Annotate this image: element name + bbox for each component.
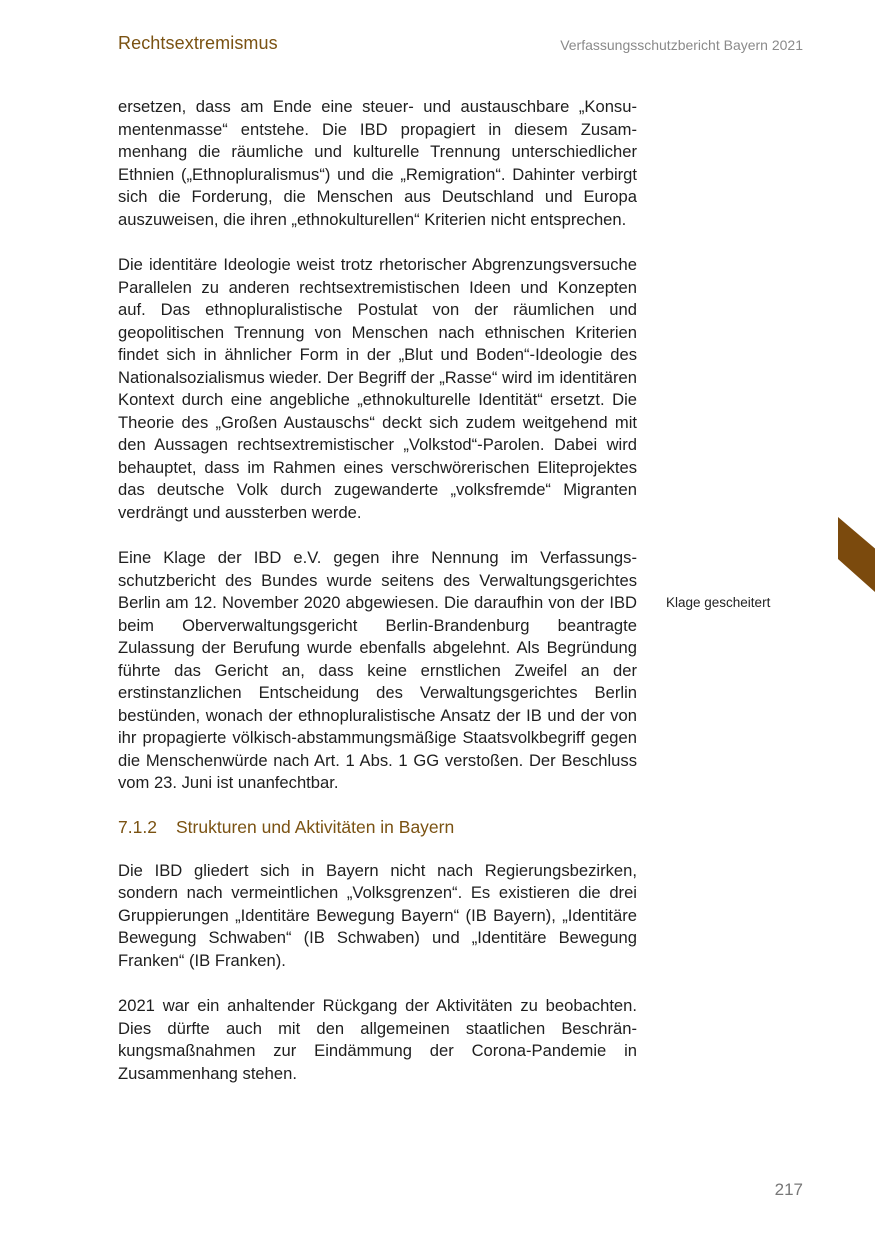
paragraph-5: 2021 war ein anhaltender Rückgang der Aktivitäten zu beobachten. Dies dürfte auch mit den allgemeinen staatlichen Beschränkungsmaßnahmen zur Eindämmung der Corona-Pandemie in Zusammenhang stehen.: [118, 996, 637, 1083]
running-header-section: Rechtsextremismus: [118, 33, 278, 53]
paragraph-2: Die identitäre Ideologie weist trotz rhetorischer Abgrenzungsversuche Parallelen zu anderen rechtsextremistischen Ideen und Konzepten auf. Das ethnopluralistische Postulat von der räumlichen und geopolitischen Trennung von Menschen nach ethnischen Kriterien findet sich in ähnlicher Form in der „Blut und Boden“-Ideologie des Nationalsozialismus wieder. Der Begriff der „Rasse“ wird im identitären Kontext durch eine angebliche „ethnokulturelle Identität“ ersetzt. Die Theorie des „Großen Austauschs“ deckt sich zudem weitgehend mit den Aussagen rechtsextremistischer „Volkstod“-Parolen. Dabei wird behauptet, dass im Rahmen eines verschwörerischen Eliteprojektes das deutsche Volk durch zugewanderte „volksfremde“ Migranten verdrängt und aussterben werde.: [118, 255, 637, 522]
margin-note: Klage gescheitert: [666, 595, 771, 610]
section-heading-title: Strukturen und Aktivitäten in Bayern: [176, 816, 455, 837]
paragraph-1: ersetzen, dass am Ende eine steuer- und austauschbare „Konsumentenmasse“ entstehe. Die IBD propagiert in diesem Zusammenhang die räumliche und kulturelle Trennung unterschiedlicher Ethnien („Ethnopluralismus“) und die „Remigration“. Dahinter verbirgt sich die Forderung, die Menschen aus Deutschland und Europa auszuweisen, die ihren „ethnokulturellen“ Kriterien nicht entsprechen.: [118, 97, 637, 229]
paragraph-3: Eine Klage der IBD e.V. gegen ihre Nennung im Verfassungsschutzbericht des Bundes wurde seitens des Verwaltungsgerichtes Berlin am 12. November 2020 abgewiesen. Die daraufhin von der IBD beim Oberverwaltungsgericht Berlin-Brandenburg beantragte Zulassung der Berufung wurde ebenfalls abgelehnt. Als Begründung führte das Gericht an, dass keine ernstlichen Zweifel an der erstinstanzlichen Entscheidung des Verwaltungsgerichtes Berlin bestünden, wonach der ethnopluralistische Ansatz der IB und der von ihr propagierte völkisch-abstammungsmäßige Staatsvolkbegriff gegen die Menschenwürde nach Art. 1 Abs. 1 GG verstoßen. Der Beschluss vom 23. Juni ist unanfechtbar.: [118, 548, 637, 792]
page-number: 217: [774, 1180, 803, 1199]
running-header-report-title: Verfassungsschutzbericht Bayern 2021: [560, 37, 803, 53]
chapter-tab-marker: [838, 517, 875, 592]
section-heading-number: 7.1.2: [118, 816, 157, 837]
main-text-column: [118, 96, 637, 1085]
section-heading: [118, 815, 637, 839]
paragraph-4: Die IBD gliedert sich in Bayern nicht nach Regierungsbezirken, sondern nach vermeintlichen „Volksgrenzen“. Es existieren die drei Gruppierungen „Identitäre Bewegung Bayern“ (IB Bayern), „Identitäre Bewegung Schwaben“ (IB Schwaben) und „Identitäre Bewegung Franken“ (IB Franken).: [118, 860, 637, 970]
